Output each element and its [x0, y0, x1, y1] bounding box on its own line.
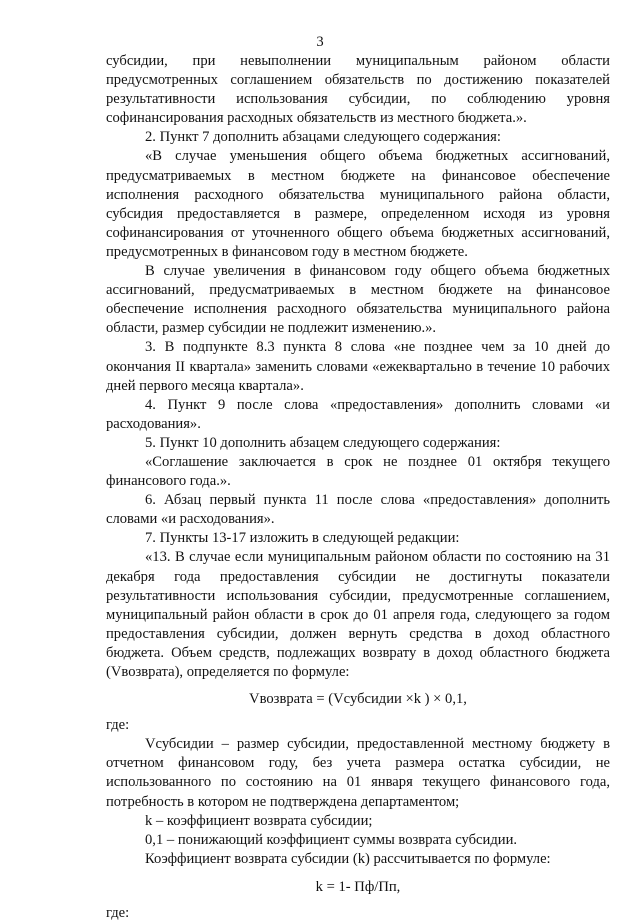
paragraph-item-7: 7. Пункты 13-17 изложить в следующей редакции:: [145, 530, 460, 547]
paragraph-item-5: 5. Пункт 10 дополнить абзацем следующего содержания:: [145, 434, 501, 451]
paragraph-continuation: субсидии, при невыполнении муниципальным районом области предусмотренных соглашением обязательств по достижению показателей результативности использования субсидии, по соблюдению уровня софинансирования расходных обязательств из местного бюджета.».: [106, 53, 610, 127]
definition-v-subsidy: Vсубсидии – размер субсидии, предоставленной местному бюджету в отчетном финансовом году, без учета размера остатка субсидии, не использованного по состоянию на 01 января текущего финансового года, потребность в котором не подтверждена департаментом;: [106, 736, 610, 810]
paragraph-item-2: 2. Пункт 7 дополнить абзацами следующего содержания:: [145, 129, 501, 146]
definition-reducing-coefficient: 0,1 – понижающий коэффициент суммы возврата субсидии.: [145, 831, 518, 848]
paragraph-quote-agreement: «Соглашение заключается в срок не позднее 01 октября текущего финансового года.».: [106, 453, 610, 490]
where-label: где:: [106, 717, 130, 734]
paragraph-point-13: «13. В случае если муниципальным районом области по состоянию на 31 декабря года предоставления субсидии не достигнуты показатели результативности использования субсидии, предусмотренные соглашением, муниципальный район области в срок до 01 апреля года, следующего за годом предоставления субсидии, должен вернуть средства в доход областного бюджета. Объем средств, подлежащих возврату в доход областного бюджета (Vвозврата), определяется по формуле:: [106, 549, 610, 680]
paragraph-quote-decrease: «В случае уменьшения общего объема бюджетных ассигнований, предусматриваемых в местном бюджете на финансовое обеспечение исполнения расходного обязательства муниципального района области, субсидия предоставляется в размере, определенном исходя из уровня софинансирования от уточненного общего объема бюджетных ассигнований, предусмотренных в финансовом году в местном бюджете.: [106, 148, 610, 260]
definition-k: k – коэффициент возврата субсидии;: [145, 812, 373, 829]
paragraph-item-6: 6. Абзац первый пункта 11 после слова «предоставления» дополнить словами «и расходования».: [106, 492, 610, 528]
document-body: [106, 52, 610, 923]
formula-k: k = 1- Пф/Пп,: [315, 878, 401, 895]
where-label-2: где:: [106, 905, 130, 922]
paragraph-quote-increase: В случае увеличения в финансовом году общего объема бюджетных ассигнований, предусматриваемых в местном бюджете на финансовое обеспечение исполнения расходного обязательства муниципального района области, размер субсидии не подлежит изменению.».: [106, 263, 610, 337]
paragraph-k-formula-intro: Коэффициент возврата субсидии (k) рассчитывается по формуле:: [145, 850, 551, 867]
page-number: 3: [316, 34, 324, 50]
paragraph-item-3: 3. В подпункте 8.3 пункта 8 слова «не позднее чем за 10 дней до окончания II квартала» заменить словами «ежеквартально в течение 10 рабочих дней первого месяца квартала».: [106, 339, 610, 394]
formula-return-volume: Vвозврата = (Vсубсидии ×k ) × 0,1,: [249, 691, 467, 708]
paragraph-item-4: 4. Пункт 9 после слова «предоставления» дополнить словами «и расходования».: [106, 396, 610, 432]
